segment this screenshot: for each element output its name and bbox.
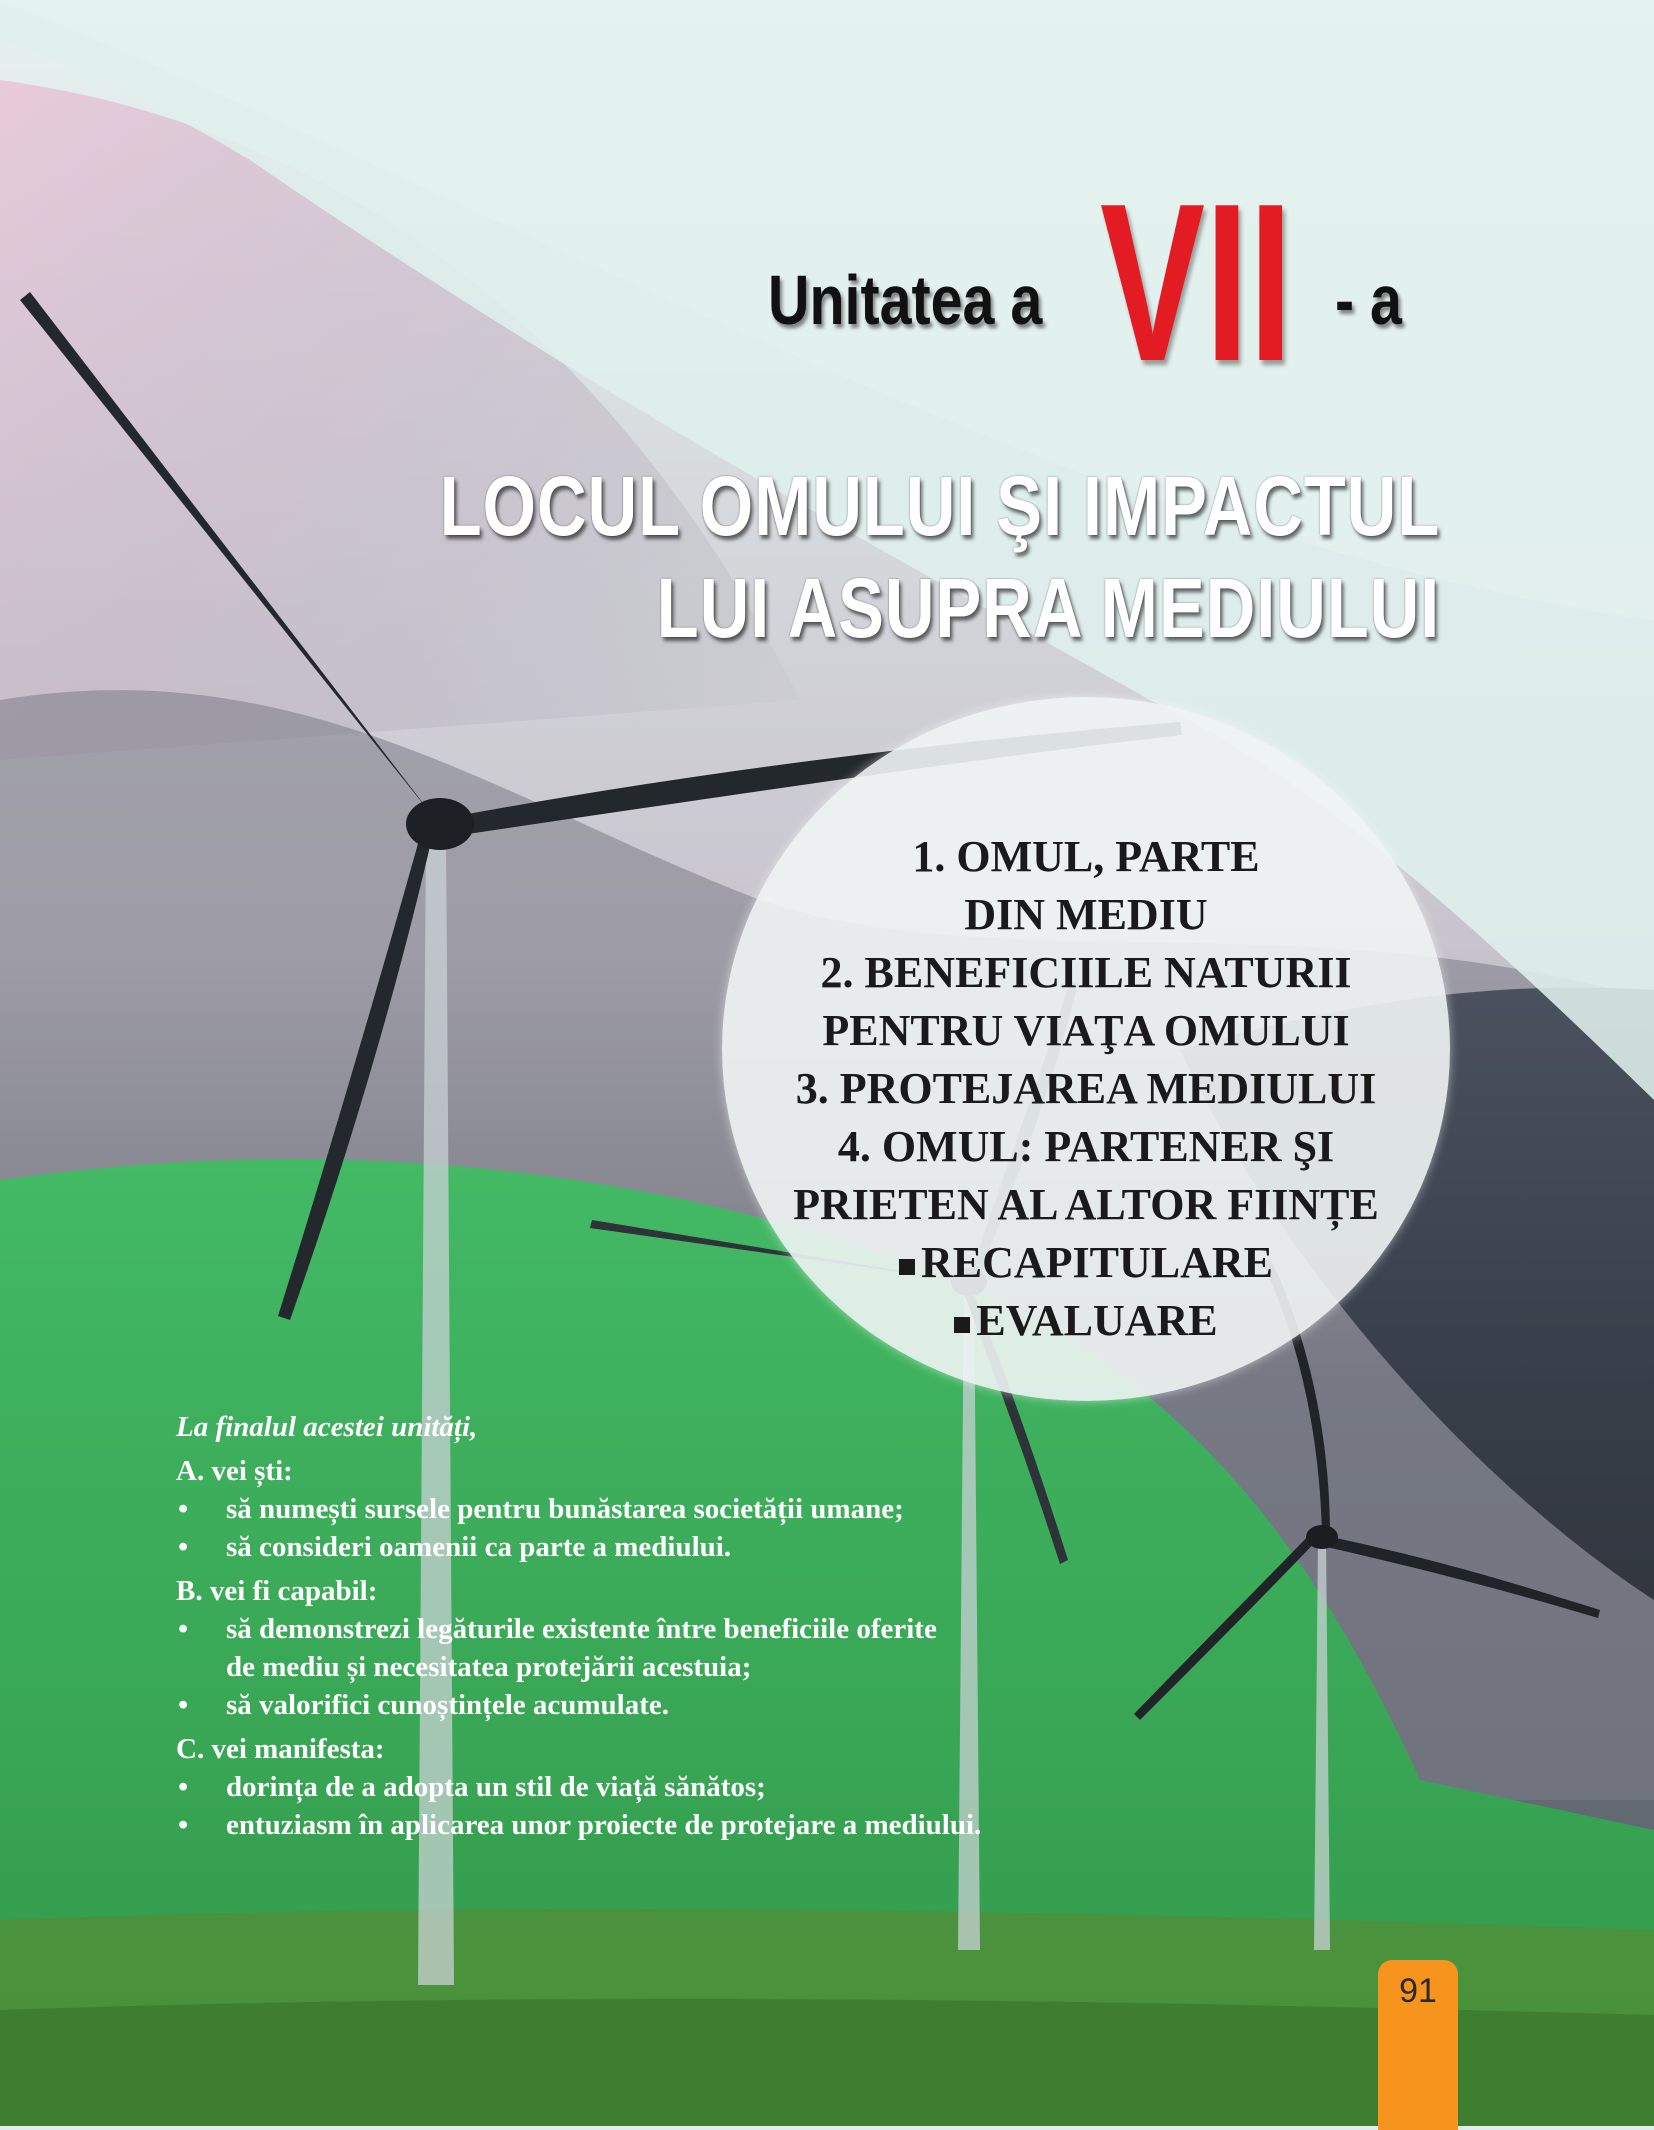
- contents-item: 4. OMUL: PARTENER ŞI: [837, 1122, 1335, 1171]
- goal-item: • să consideri oamenii ca parte a mediului.: [176, 1528, 1176, 1566]
- unit-prefix: Unitatea a: [768, 261, 1043, 339]
- chapter-title: [439, 455, 1440, 659]
- goals-list: [176, 1490, 1176, 1566]
- goals-section-heading: C. vei manifesta:: [176, 1733, 385, 1765]
- goal-item: • entuziasm în aplicarea unor proiecte de protejare a mediului.: [176, 1806, 1176, 1844]
- square-bullet-icon: [899, 1259, 915, 1275]
- contents-extra-label: EVALUARE: [976, 1296, 1218, 1345]
- contents-list: [722, 828, 1450, 1350]
- unit-suffix: - a: [1335, 261, 1402, 339]
- goal-item: • să numești sursele pentru bunăstarea societății umane;: [176, 1490, 1176, 1528]
- contents-extra: [722, 1234, 1450, 1292]
- page-number: 91: [1399, 1972, 1437, 2010]
- contents-item: PRIETEN AL ALTOR FIINȚE: [793, 1180, 1379, 1229]
- goal-item: • să valorifici cunoștințele acumulate.: [176, 1686, 956, 1724]
- contents-item: 2. BENEFICIILE NATURII: [820, 948, 1352, 997]
- goals-section-heading: B. vei fi capabil:: [176, 1575, 378, 1607]
- contents-item: PENTRU VIAŢA OMULUI: [822, 1006, 1350, 1055]
- contents-item: 3. PROTEJAREA MEDIULUI: [795, 1064, 1377, 1113]
- unit-number: VII: [1100, 156, 1293, 408]
- unit-heading: [760, 156, 1460, 408]
- contents-extra-label: RECAPITULARE: [920, 1238, 1274, 1287]
- goals-section-heading: A. vei ști:: [176, 1455, 293, 1487]
- learning-goals: [176, 1408, 1176, 1844]
- contents-extra: [722, 1292, 1450, 1350]
- chapter-title-line-2: LUI ASUPRA MEDIULUI: [656, 561, 1440, 655]
- chapter-title-line-1: LOCUL OMULUI ŞI IMPACTUL: [439, 459, 1440, 553]
- goals-list: [176, 1768, 1176, 1844]
- contents-item: DIN MEDIU: [964, 890, 1208, 939]
- goal-item: • dorința de a adopta un stil de viață sănătos;: [176, 1768, 1176, 1806]
- contents-item: 1. OMUL, PARTE: [912, 832, 1260, 881]
- square-bullet-icon: [954, 1317, 970, 1333]
- goals-list: [176, 1610, 956, 1724]
- goals-intro: La finalul acestei unități,: [176, 1411, 478, 1443]
- goal-item: • să demonstrezi legăturile existente între beneficiile oferite de mediu și necesitatea protejării acestuia;: [176, 1610, 956, 1686]
